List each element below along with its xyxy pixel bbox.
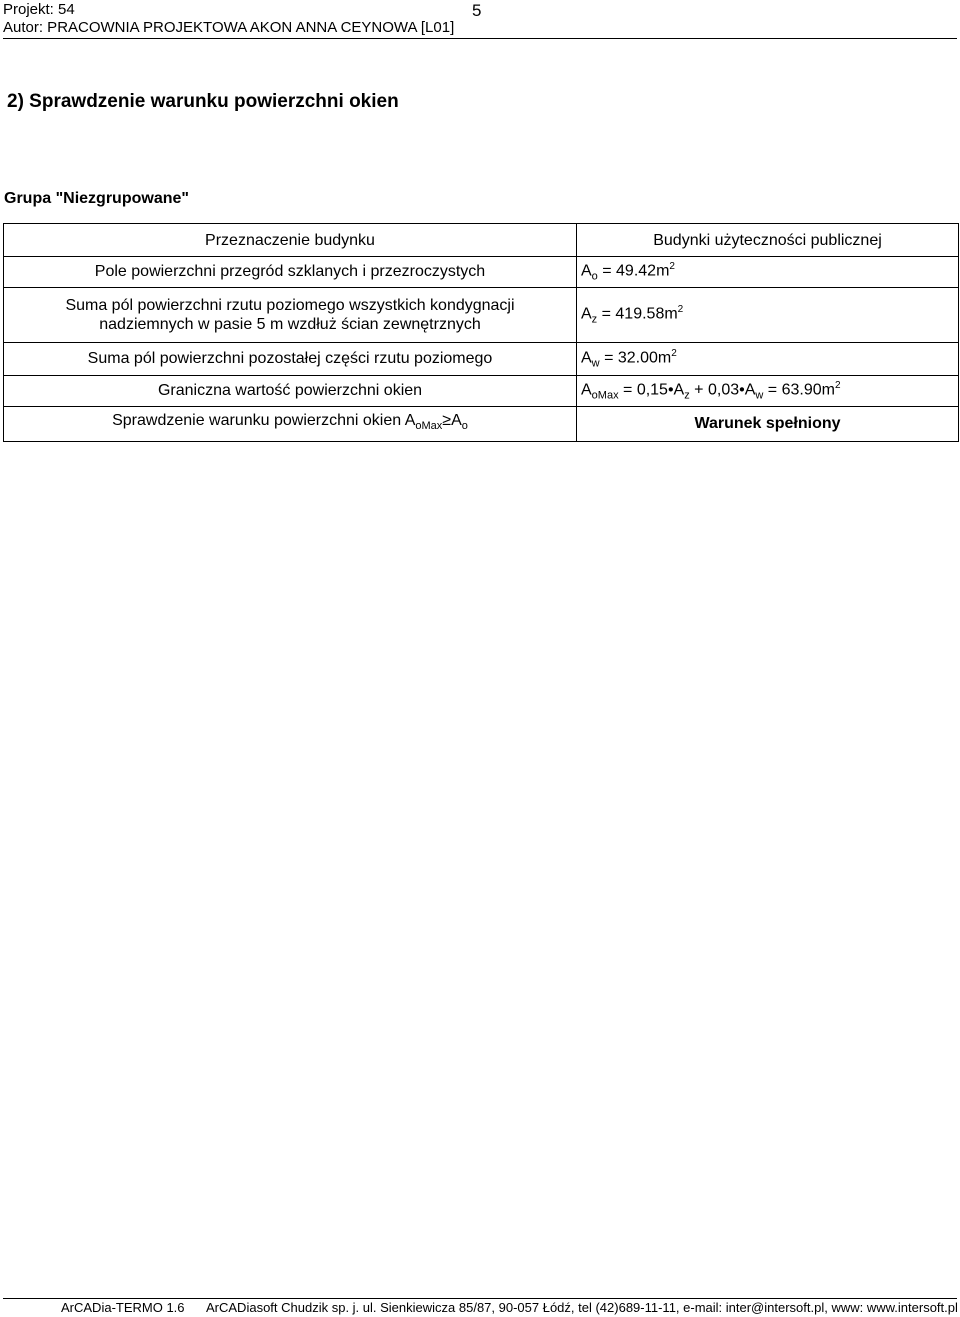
page-footer <box>3 1298 958 1315</box>
window-area-table <box>3 223 959 442</box>
building-purpose-label: Przeznaczenie budynku <box>4 224 577 257</box>
check-result: Warunek spełniony <box>577 406 959 441</box>
glazing-area-value: $A_o = 49.42m^2$ <box>577 257 959 288</box>
zone-area-value: $A_z = 419.58m^2$ <box>577 287 959 342</box>
author-label: Autor: PRACOWNIA PROJEKTOWA AKON ANNA CEYNOWA [L01] <box>3 19 455 36</box>
group-title: Grupa "Niezgrupowane" <box>4 190 189 207</box>
glazing-area-label: Pole powierzchni przegród szklanych i przezroczystych <box>4 257 577 288</box>
table-row <box>4 406 959 441</box>
table-row <box>4 257 959 288</box>
footer-company: ArCADiasoft Chudzik sp. j. ul. Sienkiewicza 85/87, 90-057 Łódź, tel (42)689-11-11, e-mail: inter@intersoft.pl, www: www.intersoft.pl <box>206 1300 958 1315</box>
remaining-area-value: $A_w = 32.00m^2$ <box>577 342 959 375</box>
page-number: 5 <box>472 1 482 20</box>
project-label: Projekt: 54 <box>3 1 75 18</box>
footer-software: ArCADia-TERMO 1.6 <box>61 1300 185 1315</box>
check-label: Sprawdzenie warunku powierzchni okien $A_{oMax}\ge A_o$ <box>4 406 577 441</box>
limit-area-value: $A_{oMax}$ = $0,15•A_z$ + $0,03•A_w = 63.90m^2$ <box>577 375 959 406</box>
table-row <box>4 224 959 257</box>
table-row <box>4 375 959 406</box>
table-row <box>4 287 959 342</box>
remaining-area-label: Suma pól powierzchni pozostałej części rzutu poziomego <box>4 342 577 375</box>
table-row <box>4 342 959 375</box>
zone-area-label: Suma pól powierzchni rzutu poziomego wszystkich kondygnacji nadziemnych w pasie 5 m wzdłuż ścian zewnętrznych <box>4 287 577 342</box>
page-header <box>3 0 957 39</box>
limit-area-label: Graniczna wartość powierzchni okien <box>4 375 577 406</box>
building-purpose-value: Budynki użyteczności publicznej <box>577 224 959 257</box>
section-title: 2) Sprawdzenie warunku powierzchni okien <box>7 91 399 112</box>
